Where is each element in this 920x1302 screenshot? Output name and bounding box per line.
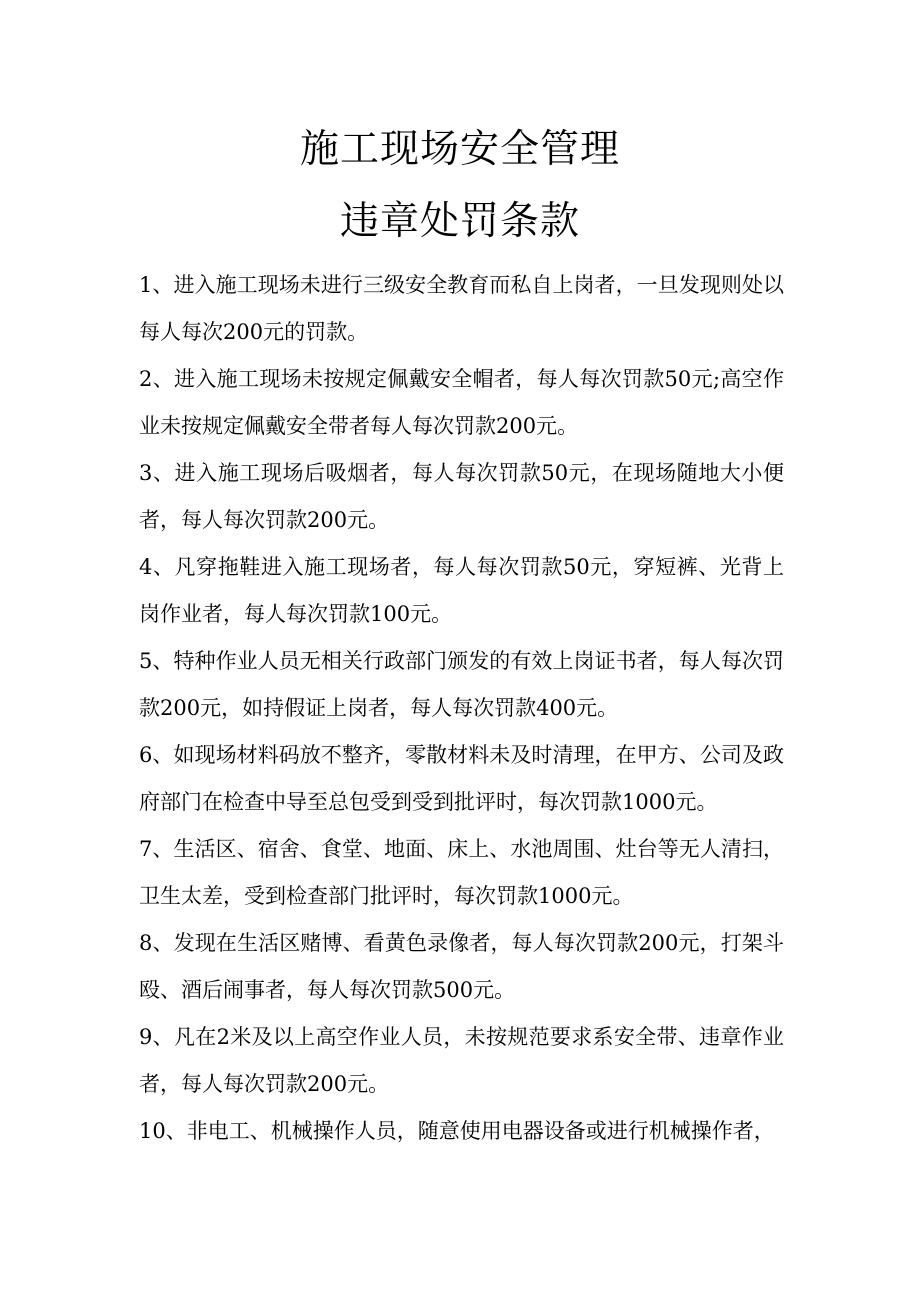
clause-3: 3、进入施工现场后吸烟者，每人每次罚款50元，在现场随地大小便者，每人每次罚款200元。: [139, 461, 784, 532]
clause-4: 4、凡穿拖鞋进入施工现场者，每人每次罚款50元，穿短裤、光背上岗作业者，每人每次罚款100元。: [139, 555, 784, 626]
clause-6: 6、如现场材料码放不整齐，零散材料未及时清理，在甲方、公司及政府部门在检查中导至总包受到受到批评时，每次罚款1000元。: [139, 743, 784, 814]
clause-9: 9、凡在2米及以上高空作业人员，未按规范要求系安全带、违章作业者，每人每次罚款200元。: [139, 1025, 784, 1096]
clause-5: 5、特种作业人员无相关行政部门颁发的有效上岗证书者，每人每次罚款200元，如持假证上岗者，每人每次罚款400元。: [139, 649, 784, 720]
clause-10: 10、非电工、机械操作人员，随意使用电器设备或进行机械操作者，: [139, 1119, 775, 1143]
document-title: 施工现场安全管理: [299, 127, 620, 172]
clause-7: 7、生活区、宿舍、食堂、地面、床上、水池周围、灶台等无人清扫，卫生太差，受到检查部门批评时，每次罚款1000元。: [139, 837, 784, 908]
clause-8: 8、发现在生活区赌博、看黄色录像者，每人每次罚款200元，打架斗殴、酒后闹事者，每人每次罚款500元。: [139, 931, 784, 1002]
clause-1: 1、进入施工现场未进行三级安全教育而私自上岗者，一旦发现则处以每人每次200元的罚款。: [139, 273, 784, 344]
clause-2: 2、进入施工现场未按规定佩戴安全帽者，每人每次罚款50元;高空作业未按规定佩戴安全带者每人每次罚款200元。: [139, 367, 784, 438]
document-subtitle: 违章处罚条款: [339, 199, 580, 244]
clause-list: [139, 262, 784, 1155]
